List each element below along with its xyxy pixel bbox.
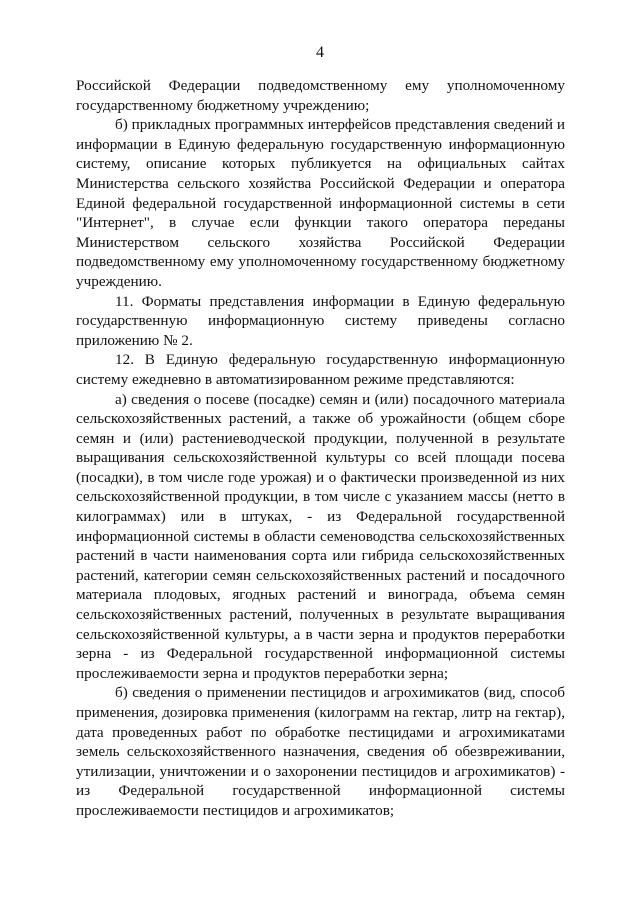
paragraph-12-daily-submission: 12. В Единую федеральную государственную информационную систему ежедневно в автоматизированном режиме представляются: <box>76 351 565 388</box>
paragraph-continuation: Российской Федерации подведомственному ему уполномоченному государственному бюджетному учреждению; <box>76 77 565 114</box>
body-text <box>76 76 565 821</box>
paragraph-item-b-pesticides: б) сведения о применении пестицидов и агрохимикатов (вид, способ применения, дозировка применения (килограмм на гектар, литр на гектар), дата проведенных работ по обработке пестицидами и агрохимикатами земель сельскохозяйственного назначения, сведения об обезвреживании, утилизации, уничтожении и о захоронении пестицидов и агрохимикатов) - из Федеральной государственной информационной системы прослеживаемости пестицидов и агрохимикатов; <box>76 684 565 819</box>
page-number: 4 <box>316 44 324 61</box>
paragraph-11-formats: 11. Форматы представления информации в Единую федеральную государственную информационную систему приведены согласно приложению № 2. <box>76 292 565 349</box>
paragraph-item-a-sowing: а) сведения о посеве (посадке) семян и (или) посадочного материала сельскохозяйственных растений, а также об урожайности (общем сборе семян и (или) растениеводческой продукции, полученной в результате выращивания сельскохозяйственной культуры со всей площади посева (посадки), в том числе годе урожая) и о фактически произведенной из них сельскохозяйственной продукции, в том числе с указанием массы (нетто в килограммах) или в штуках, - из Федеральной государственной информационной системы в области семеноводства сельскохозяйственных растений в части наименования сорта или гибрида сельскохозяйственных растений, категории семян сельскохозяйственных растений и посадочного материала плодовых, ягодных растений и винограда, объема семян сельскохозяйственных растений, полученных в результате выращивания сельскохозяйственной культуры, а в части зерна и продуктов переработки зерна - из Федеральной государственной информационной системы прослеживаемости зерна и продуктов переработки зерна; <box>76 390 565 682</box>
paragraph-item-b-interfaces: б) прикладных программных интерфейсов представления сведений и информации в Единую федеральную государственную информационную систему, описание которых публикуется на официальных сайтах Министерства сельского хозяйства Российской Федерации и оператора Единой федеральной государственной информационной системы в сети "Интернет", в случае если функции такого оператора переданы Министерством сельского хозяйства Российской Федерации подведомственному ему уполномоченному государственному бюджетному учреждению. <box>76 116 565 290</box>
